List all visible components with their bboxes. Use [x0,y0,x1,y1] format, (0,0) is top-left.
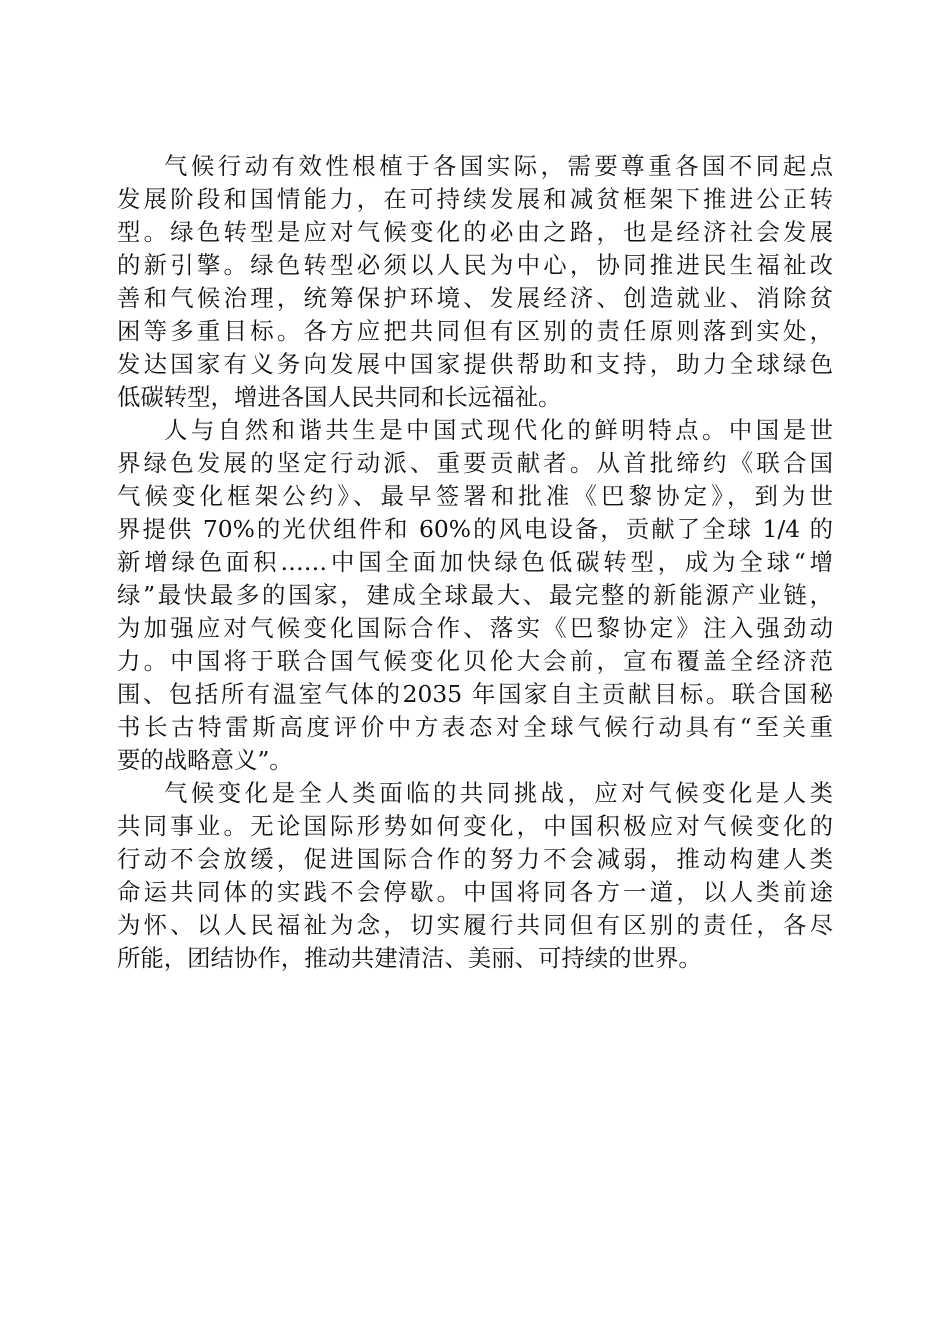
paragraph-line: 力。中国将于联合国气候变化贝伦大会前，宣布覆盖全经济范 [117,647,833,675]
paragraph-line: 围、包括所有温室气体的2035 年国家自主贡献目标。联合国秘 [117,680,833,708]
paragraph-line: 绿”最快最多的国家，建成全球最大、最完整的新能源产业链， [117,581,833,609]
document-body [117,150,833,975]
paragraph-line: 人与自然和谐共生是中国式现代化的鲜明特点。中国是世 [164,416,833,444]
paragraph-line: 气候行动有效性根植于各国实际，需要尊重各国不同起点 [164,152,833,180]
paragraph-line: 型。绿色转型是应对气候变化的必由之路，也是经济社会发展 [117,218,833,246]
paragraph-line: 界绿色发展的坚定行动派、重要贡献者。从首批缔约《联合国 [117,449,833,477]
paragraph-line: 行动不会放缓，促进国际合作的努力不会减弱，推动构建人类 [117,845,833,873]
paragraph-line: 所能，团结协作，推动共建清洁、美丽、可持续的世界。 [117,944,702,972]
paragraph-line: 气候变化是全人类面临的共同挑战，应对气候变化是人类 [164,779,833,807]
paragraph-line: 为加强应对气候变化国际合作、落实《巴黎协定》注入强劲动 [117,614,833,642]
paragraph-line: 共同事业。无论国际形势如何变化，中国积极应对气候变化的 [117,812,833,840]
paragraph-line: 界提供 70%的光伏组件和 60%的风电设备，贡献了全球 1/4 的 [117,515,833,543]
paragraph-line: 发展阶段和国情能力，在可持续发展和减贫框架下推进公正转 [117,185,833,213]
paragraph-line: 要的战略意义”。 [117,746,293,774]
paragraph-line: 为怀、以人民福祉为念，切实履行共同但有区别的责任，各尽 [117,911,833,939]
paragraph-3 [117,777,833,975]
paragraph-line: 低碳转型，增进各国人民共同和长远福祉。 [117,383,562,411]
paragraph-2 [117,414,833,777]
paragraph-1 [117,150,833,414]
paragraph-line: 书长古特雷斯高度评价中方表态对全球气候行动具有“至关重 [117,713,833,741]
paragraph-line: 的新引擎。绿色转型必须以人民为中心，协同推进民生福祉改 [117,251,833,279]
paragraph-line: 气候变化框架公约》、最早签署和批准《巴黎协定》，到为世 [117,482,833,510]
paragraph-line: 命运共同体的实践不会停歇。中国将同各方一道，以人类前途 [117,878,833,906]
paragraph-line: 发达国家有义务向发展中国家提供帮助和支持，助力全球绿色 [117,350,833,378]
paragraph-line: 困等多重目标。各方应把共同但有区别的责任原则落到实处， [117,317,833,345]
paragraph-line: 善和气候治理，统筹保护环境、发展经济、创造就业、消除贫 [117,284,833,312]
paragraph-line: 新增绿色面积……中国全面加快绿色低碳转型，成为全球“增 [117,548,833,576]
